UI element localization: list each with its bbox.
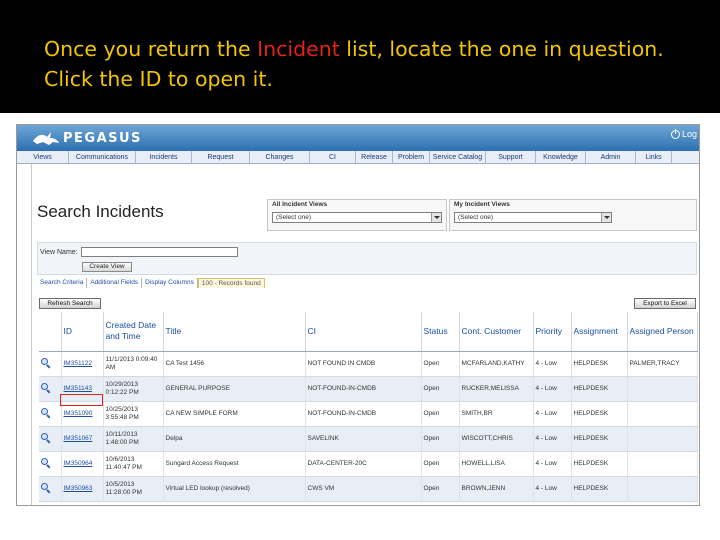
title-cell: CA Test 1456 xyxy=(163,351,305,376)
magnifier-icon xyxy=(41,483,50,492)
customer-cell: MCFARLAND,KATHY xyxy=(459,351,533,376)
status-cell: Open xyxy=(421,476,459,501)
app-logo[interactable] xyxy=(31,128,142,148)
my-incident-views xyxy=(449,199,697,231)
export-to-excel-button[interactable]: Export to Excel xyxy=(634,298,696,309)
created-cell: 10/29/2013 0:12:22 PM xyxy=(103,376,163,401)
my-views-value: (Select one) xyxy=(458,214,494,221)
row-preview[interactable] xyxy=(39,451,61,476)
priority-cell: 4 - Low xyxy=(533,376,571,401)
all-views-select[interactable] xyxy=(272,212,442,223)
nav-communications[interactable]: Communications xyxy=(69,151,136,164)
app-brand: PEGASUS xyxy=(63,130,142,146)
app-screenshot xyxy=(16,124,700,506)
caption-lead: Once you return the xyxy=(44,37,258,61)
tab-display-columns[interactable]: Display Columns xyxy=(142,278,198,288)
chevron-down-icon xyxy=(431,213,441,222)
magnifier-icon xyxy=(41,383,50,392)
title-cell: Virtual LED lookup (resolved) xyxy=(163,476,305,501)
customer-cell: WISCOTT,CHRIS xyxy=(459,426,533,451)
ci-cell: NOT-FOUND-IN-CMDB xyxy=(305,376,421,401)
assigned-person-cell xyxy=(627,376,697,401)
magnifier-icon xyxy=(41,458,50,467)
row-preview[interactable] xyxy=(39,476,61,501)
ci-cell: CWS VM xyxy=(305,476,421,501)
view-name-panel xyxy=(37,242,697,275)
slide-caption xyxy=(44,34,704,94)
app-banner xyxy=(17,125,700,151)
main-content xyxy=(17,164,700,506)
search-subtabs xyxy=(37,278,265,288)
title-cell: CA NEW SIMPLE FORM xyxy=(163,401,305,426)
page-title: Search Incidents xyxy=(37,202,164,221)
nav-problem[interactable]: Problem xyxy=(393,151,430,164)
power-icon xyxy=(671,130,680,139)
assignment-cell: HELPDESK xyxy=(571,351,627,376)
table-row xyxy=(39,476,697,501)
column-header-id[interactable]: ID xyxy=(61,312,103,351)
created-cell: 10/6/2013 11:40:47 PM xyxy=(103,451,163,476)
my-views-label: My Incident Views xyxy=(454,201,510,208)
main-nav xyxy=(17,151,700,164)
table-row xyxy=(39,401,697,426)
table-row xyxy=(39,376,697,401)
slide-header xyxy=(0,0,720,113)
records-found-tab: 100 - Records found xyxy=(198,278,265,288)
create-view-button[interactable]: Create View xyxy=(82,262,132,272)
title-cell: Delpa xyxy=(163,426,305,451)
incident-table xyxy=(39,312,698,502)
assignment-cell: HELPDESK xyxy=(571,401,627,426)
priority-cell: 4 - Low xyxy=(533,426,571,451)
logout-label: Log xyxy=(682,129,698,139)
column-header-priority[interactable]: Priority xyxy=(533,312,571,351)
ci-cell: NOT FOUND IN CMDB xyxy=(305,351,421,376)
priority-cell: 4 - Low xyxy=(533,476,571,501)
nav-knowledge[interactable]: Knowledge xyxy=(536,151,586,164)
all-incident-views xyxy=(267,199,447,231)
column-header-assignment[interactable]: Assignment xyxy=(571,312,627,351)
nav-service-catalog[interactable]: Service Catalog xyxy=(430,151,486,164)
table-header-row xyxy=(39,312,697,351)
nav-admin[interactable]: Admin xyxy=(586,151,636,164)
row-preview[interactable] xyxy=(39,351,61,376)
column-header-ci[interactable]: CI xyxy=(305,312,421,351)
title-cell: GENERAL PURPOSE xyxy=(163,376,305,401)
view-name-label: View Name: xyxy=(40,249,78,256)
refresh-search-button[interactable]: Refresh Search xyxy=(39,298,101,309)
status-cell: Open xyxy=(421,351,459,376)
incident-id-link[interactable]: IM351067 xyxy=(61,426,103,451)
pegasus-icon xyxy=(31,129,61,147)
nav-ci[interactable]: CI xyxy=(310,151,356,164)
created-cell: 10/11/2013 1:48:00 PM xyxy=(103,426,163,451)
title-cell: Sungard Access Request xyxy=(163,451,305,476)
incident-id-link[interactable]: IM351090 xyxy=(61,401,103,426)
table-row xyxy=(39,426,697,451)
priority-cell: 4 - Low xyxy=(533,451,571,476)
table-row xyxy=(39,451,697,476)
customer-cell: BROWN,JENN xyxy=(459,476,533,501)
created-cell: 10/5/2013 11:28:00 PM xyxy=(103,476,163,501)
nav-release[interactable]: Release xyxy=(356,151,393,164)
status-cell: Open xyxy=(421,451,459,476)
assignment-cell: HELPDESK xyxy=(571,376,627,401)
magnifier-icon xyxy=(41,358,50,367)
customer-cell: RUCKER,MELISSA xyxy=(459,376,533,401)
column-header-created[interactable]: Created Date and Time xyxy=(103,312,163,351)
nav-incidents[interactable]: Incidents xyxy=(136,151,192,164)
nav-changes[interactable]: Changes xyxy=(250,151,310,164)
all-views-label: All Incident Views xyxy=(272,201,328,208)
nav-request[interactable]: Request xyxy=(192,151,250,164)
ci-cell: NOT-FOUND-IN-CMDB xyxy=(305,401,421,426)
assignment-cell: HELPDESK xyxy=(571,426,627,451)
priority-cell: 4 - Low xyxy=(533,401,571,426)
created-cell: 10/25/2013 3:55:48 PM xyxy=(103,401,163,426)
column-header-assigned-person[interactable]: Assigned Person xyxy=(627,312,697,351)
caption-tail: list, locate the one in question. Click the ID to open it. xyxy=(44,37,664,91)
customer-cell: SMITH,BR xyxy=(459,401,533,426)
nav-links[interactable]: Links xyxy=(636,151,672,164)
chevron-down-icon xyxy=(601,213,611,222)
column-header-title[interactable]: Title xyxy=(163,312,305,351)
caption-accent: Incident xyxy=(257,37,340,61)
column-header-status[interactable]: Status xyxy=(421,312,459,351)
table-row xyxy=(39,351,697,376)
nav-views[interactable]: Views xyxy=(17,151,69,164)
incident-id-link[interactable]: IM351122 xyxy=(61,351,103,376)
assigned-person-cell xyxy=(627,426,697,451)
my-views-select[interactable] xyxy=(454,212,612,223)
view-name-input[interactable] xyxy=(81,247,238,257)
column-header-customer[interactable]: Cont. Customer xyxy=(459,312,533,351)
magnifier-icon xyxy=(41,433,50,442)
row-preview[interactable] xyxy=(39,401,61,426)
status-cell: Open xyxy=(421,376,459,401)
assignment-cell: HELPDESK xyxy=(571,476,627,501)
status-cell: Open xyxy=(421,426,459,451)
assigned-person-cell: PALMER,TRACY xyxy=(627,351,697,376)
created-cell: 11/1/2013 0:09:40 AM xyxy=(103,351,163,376)
magnifier-icon xyxy=(41,408,50,417)
assignment-cell: HELPDESK xyxy=(571,451,627,476)
assigned-person-cell xyxy=(627,401,697,426)
priority-cell: 4 - Low xyxy=(533,351,571,376)
incident-id-link[interactable]: IM350964 xyxy=(61,451,103,476)
tab-search-criteria[interactable]: Search Criteria xyxy=(37,278,87,288)
highlight-box xyxy=(60,394,103,406)
logout-link[interactable] xyxy=(671,129,697,139)
customer-cell: HOWELL,LISA xyxy=(459,451,533,476)
incident-id-link[interactable]: IM350963 xyxy=(61,476,103,501)
assigned-person-cell xyxy=(627,451,697,476)
ci-cell: SAVELINK xyxy=(305,426,421,451)
row-preview[interactable] xyxy=(39,426,61,451)
status-cell: Open xyxy=(421,401,459,426)
column-header-icon xyxy=(39,312,61,351)
incident-id-link[interactable]: IM351143 xyxy=(61,376,103,401)
ci-cell: DATA-CENTER-20C xyxy=(305,451,421,476)
row-preview[interactable] xyxy=(39,376,61,401)
assigned-person-cell xyxy=(627,476,697,501)
divider xyxy=(31,164,32,506)
nav-support[interactable]: Support xyxy=(486,151,536,164)
tab-additional-fields[interactable]: Additional Fields xyxy=(87,278,142,288)
all-views-value: (Select one) xyxy=(276,214,312,221)
